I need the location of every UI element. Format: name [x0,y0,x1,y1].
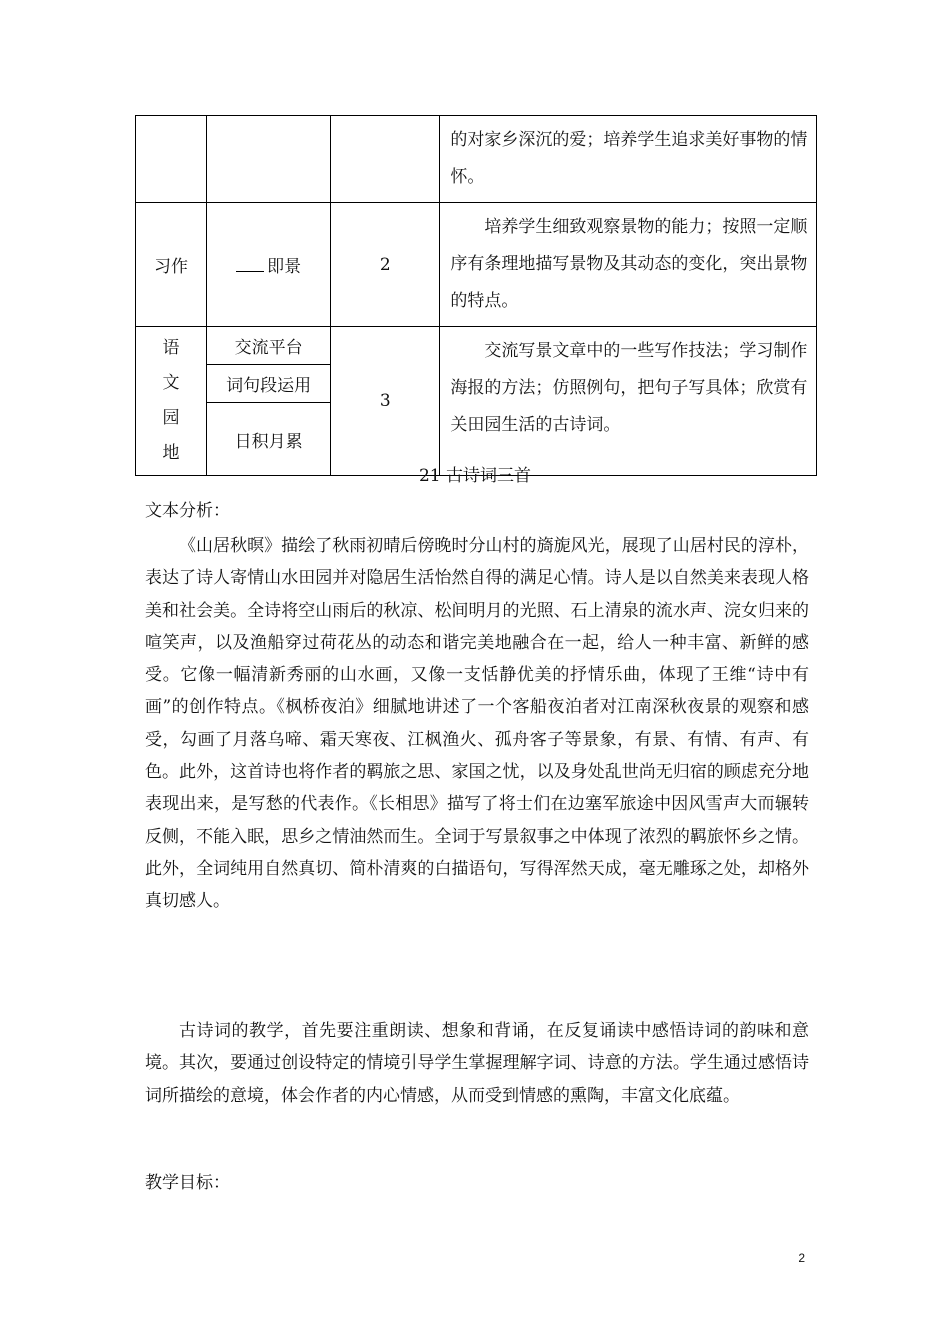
category-char: 地 [162,443,180,463]
table-cell-empty [136,116,207,203]
teaching-paragraph: 古诗词的教学，首先要注重朗读、想象和背诵，在反复诵读中感悟诗词的韵味和意境。其次，要通过创设特定的情境引导学生掌握理解字词、诗意的方法。学生通过感悟诗词所描绘的意境，体会作者的内心情感，从而受到情感的熏陶，丰富文化底蕴。 [145,1021,809,1106]
table-cell-empty [331,116,440,203]
table-row [136,327,817,365]
hours-cell: 2 [331,203,440,327]
lesson-title: 21 古诗词三首 [418,466,532,486]
hours-cell: 3 [331,327,440,476]
analysis-paragraph: 《山居秋暝》描绘了秋雨初晴后傍晚时分山村的旖旎风光，展现了山居村民的淳朴，表达了诗人寄情山水田园并对隐居生活怡然自得的满足心情。诗人是以自然美来表现人格美和社会美。全诗将空山雨后的秋凉、松间明月的光照、石上清泉的流水声、浣女归来的喧笑声，以及渔船穿过荷花丛的动态和谐完美地融合在一起，给人一种丰富、新鲜的感受。它像一幅清新秀丽的山水画，又像一支恬静优美的抒情乐曲，体现了王维“诗中有画”的创作特点。《枫桥夜泊》细腻地讲述了一个客船夜泊者对江南深秋夜景的观察和感受，勾画了月落乌啼、霜天寒夜、江枫渔火、孤舟客子等景象，有景、有情、有声、有色。此外，这首诗也将作者的羁旅之思、家国之忧，以及身处乱世尚无归宿的顾虑充分地表现出来，是写愁的代表作。《长相思》描写了将士们在边塞军旅途中因风雪声大而辗转反侧，不能入眠，思乡之情油然而生。全词于写景叙事之中体现了浓烈的羁旅怀乡之情。此外，全词纯用自然真切、简朴清爽的白描语句，写得浑然天成，毫无雕琢之处，却格外真切感人。 [145,536,809,912]
goal-cell: 的对家乡深沉的爱；培养学生追求美好事物的情怀。 [440,116,817,203]
subtopic-cell: 日积月累 [207,403,331,476]
table-row [136,116,817,203]
page-number: 2 [798,1251,805,1265]
goal-cell: 交流写景文章中的一些写作技法；学习制作海报的方法；仿照例句，把句子写具体；欣赏有关田园生活的古诗词。 [440,327,817,476]
fill-blank [236,257,264,272]
unit-plan-table [135,115,817,476]
category-cell-vertical [136,327,207,476]
topic-cell [207,203,331,327]
category-cell: 习作 [136,203,207,327]
topic-text: 即景 [267,257,302,277]
subtopic-cell: 交流平台 [207,327,331,365]
category-char: 园 [162,408,180,428]
category-char: 文 [162,373,180,393]
table-row [136,203,817,327]
subtopic-cell: 词句段运用 [207,365,331,403]
teaching-goals-label: 教学目标： [145,1173,230,1193]
table-cell-empty [207,116,331,203]
category-char: 语 [162,338,180,358]
goal-cell: 培养学生细致观察景物的能力；按照一定顺序有条理地描写景物及其动态的变化，突出景物的特点。 [440,203,817,327]
text-analysis-label: 文本分析： [145,501,230,521]
